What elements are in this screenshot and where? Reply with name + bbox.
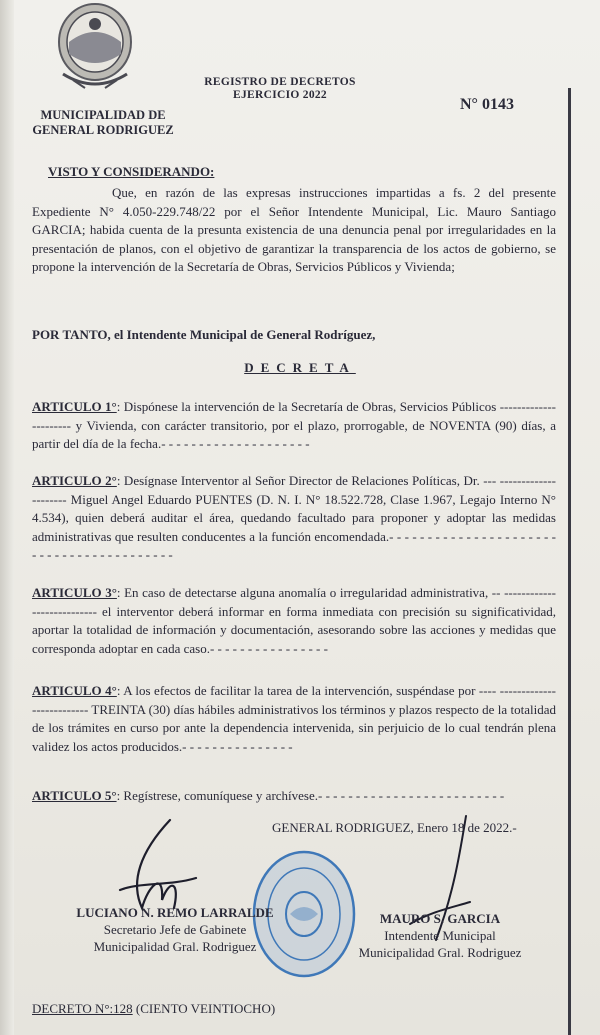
decree-footer-label: DECRETO N°:128 (32, 1001, 133, 1016)
right-margin-line (568, 88, 571, 1035)
signature-block-right (340, 910, 540, 961)
registry-title: REGISTRO DE DECRETOS (204, 76, 356, 88)
signer-role-right: Intendente Municipal (384, 928, 496, 943)
municipality-name-line1: MUNICIPALIDAD DE (40, 108, 166, 122)
date-line: GENERAL RODRIGUEZ, Enero 18 de 2022.- (272, 820, 517, 835)
article-4: ARTICULO 4°: A los efectos de facilitar la tarea de la intervención, suspéndase por ---- -------------------------- TREINTA (30) días hábiles administrativos los términos y plazos respecto de la totalidad de los trámites en curso por ante la dependencia intervenida, sin perjuicio de lo cual tendrán plena validez los actos producidos.- - - - - - - - - - - - - - - (32, 683, 557, 754)
decree-footer-text: (CIENTO VEINTIOCHO) (135, 1001, 276, 1016)
signer-org-left: Municipalidad Gral. Rodriguez (93, 939, 257, 954)
visto-heading: VISTO Y CONSIDERANDO: (48, 164, 215, 179)
signer-role-left: Secretario Jefe de Gabinete (103, 922, 247, 937)
decree-footer (32, 1001, 275, 1017)
article-2: ARTICULO 2°: Desígnase Interventor al Señor Director de Relaciones Políticas, Dr. --- --------------------- Miguel Angel Eduardo PUENTES (D. N. I. N° 18.522.728, Clase 1.967, Legajo Interno N° 4.534), quien deberá auditar el área, quedando facultado para proponer y adoptar las medidas administrativas que resulten conducentes a la función encomendada.- - - - - - - - - - - - - - - - - - - - - - - - - - - - - - - - - - - - - - - - - (32, 473, 557, 563)
municipal-crest-icon (55, 2, 135, 94)
article-1: ARTICULO 1°: Dispónese la intervención de la Secretaría de Obras, Servicios Públicos ---------------------- y Vivienda, con carácter transitorio, por el plazo, prorrogable, de NOVENTA (90) días, a partir del día de la fecha.- - - - - - - - - - - - - - - - - - - - (32, 399, 556, 452)
signer-name-left: LUCIANO N. REMO LARRALDE (76, 905, 274, 920)
page-edge-shadow (0, 0, 14, 1035)
signer-name-right: MAURO S. GARCIA (379, 911, 501, 926)
signature-block-left (50, 904, 300, 955)
registry-year: EJERCICIO 2022 (233, 89, 327, 101)
decreta-heading: DECRETA (244, 360, 356, 375)
decree-number: N° 0143 (460, 96, 514, 113)
visto-paragraph: Que, en razón de las expresas instrucciones impartidas a fs. 2 del presente Expediente N° 4.050-229.748/22 por el Señor Intendente Municipal, Lic. Mauro Santiago GARCIA; habida cuenta de la presunta existencia de una denuncia penal por irregularidades en la presentación de planos, con el objetivo de garantizar la transparencia de los actos de gobierno, se propone la intervención de la Secretaría de Obras, Servicios Públicos y Vivienda; (32, 185, 557, 275)
article-5: ARTICULO 5°: Regístrese, comuníquese y archívese.- - - - - - - - - - - - - - - - - - - - - - - - - (32, 788, 505, 803)
article-3: ARTICULO 3°: En caso de detectarse alguna anomalía o irregularidad administrativa, -- --------------------------- el interventor deberá informar en forma inmediata con precisión su significatividad, aportar la totalidad de información y documentación, asesorando sobre las acciones y medidas que corresponda adoptar en cada caso.- - - - - - - - - - - - - - - - (32, 585, 557, 656)
por-tanto-line: POR TANTO, el Intendente Municipal de General Rodríguez, (32, 327, 376, 342)
signer-org-right: Municipalidad Gral. Rodriguez (358, 945, 522, 960)
municipality-name-line2: GENERAL RODRIGUEZ (32, 123, 174, 137)
